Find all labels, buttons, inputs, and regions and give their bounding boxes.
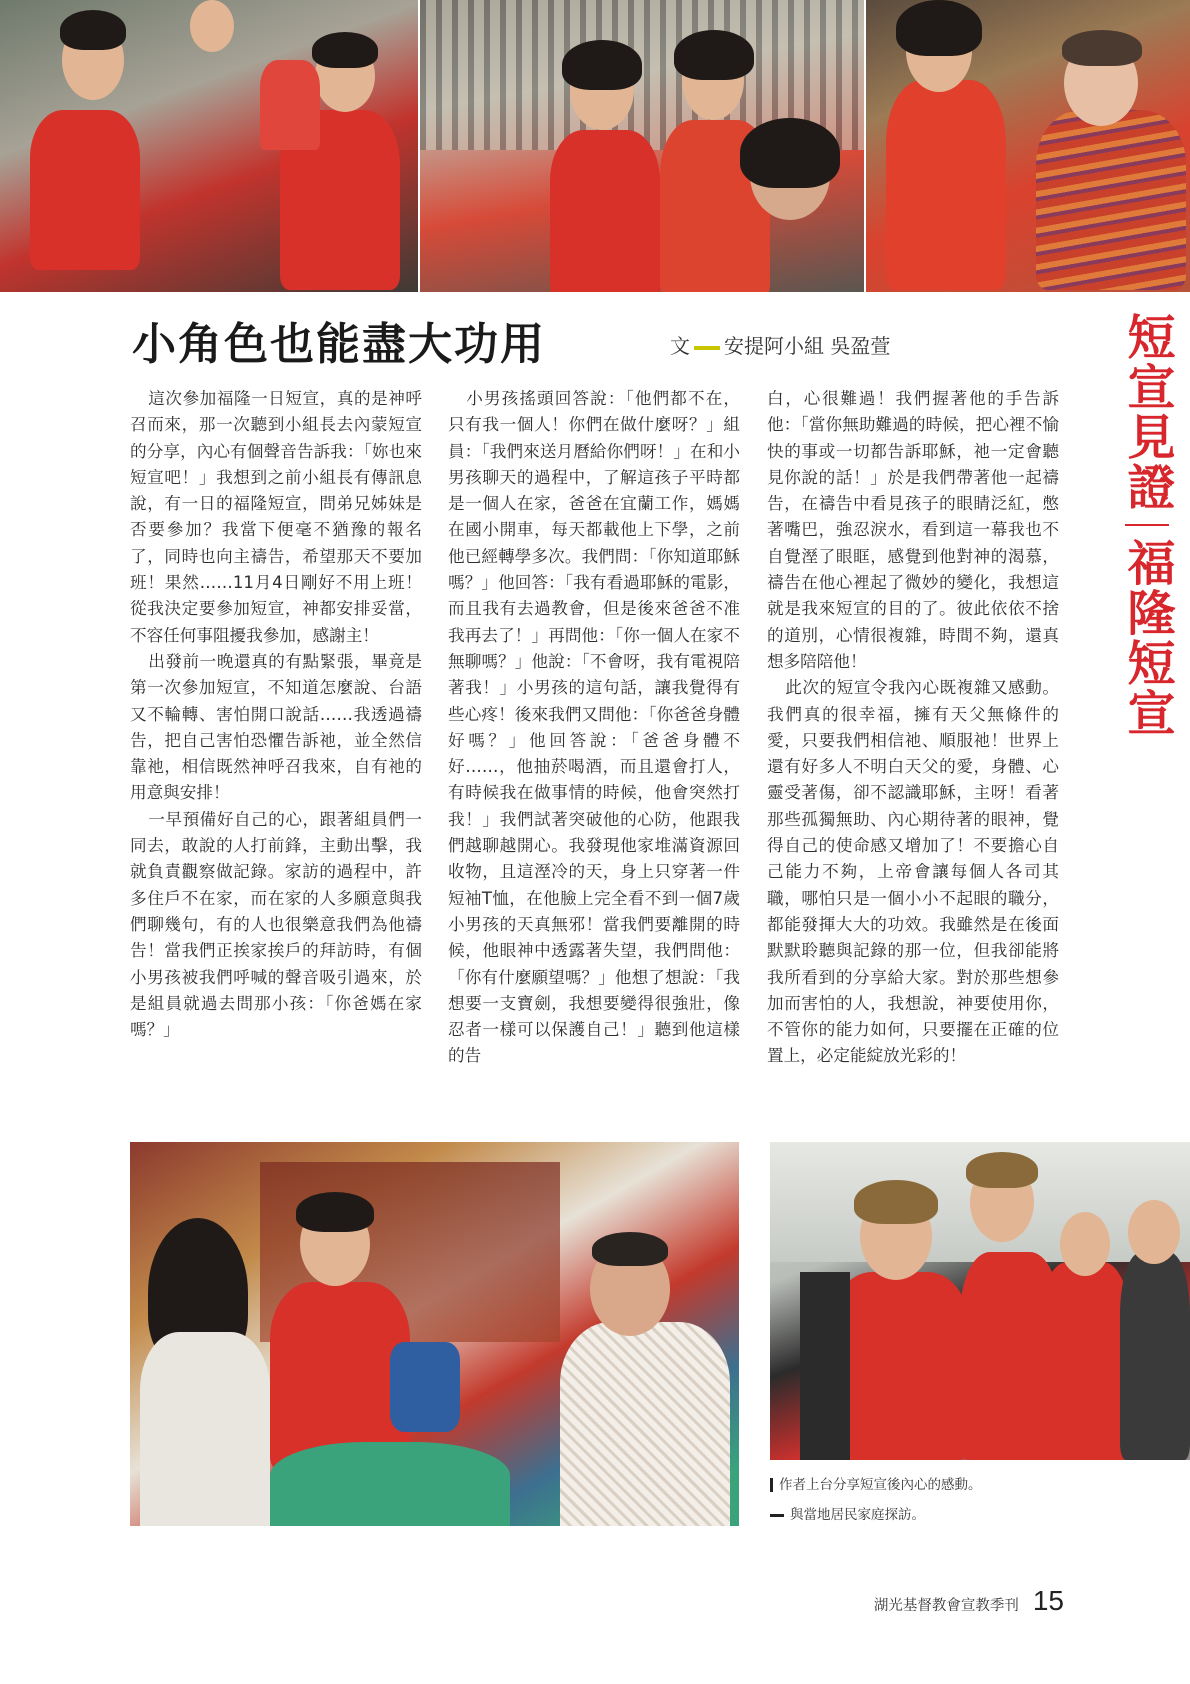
page-footer [874, 1585, 1064, 1619]
text-column-3 [767, 386, 1059, 1070]
section-label-part1: 短宣見證 [1119, 312, 1175, 512]
paragraph: 一早預備好自己的心，跟著組員們一同去，敢說的人打前鋒，主動出擊，我就負責觀察做記錄。家訪的過程中，許多住戶不在家，而在家的人多願意與我們聊幾句，有的人也很樂意我們為他禱告！當我們正挨家挨戶的拜訪時，有個小男孩被我們呼喊的聲音吸引過來，於是組員就過去問那小孩：「你爸媽在家嗎？」 [130, 809, 422, 1040]
caption-text: 作者上台分享短宣後內心的感動。 [779, 1477, 982, 1493]
photo-members-door [420, 0, 864, 292]
section-label-divider [1125, 524, 1169, 526]
photo-home-visit [130, 1142, 739, 1526]
caption-marker-vertical [770, 1478, 773, 1492]
byline [670, 330, 890, 360]
byline-prefix: 文 [670, 334, 690, 358]
caption-left-photo [770, 1500, 1170, 1530]
paragraph: 此次的短宣令我內心既複雜又感動。我們真的很幸福，擁有天父無條件的愛，只要我們相信祂、順服祂！世界上還有好多人不明白天父的愛，身體、心靈受著傷，卻不認識耶穌，主呀！看著那些孤獨無助、內心期待著的眼神，覺得自己的使命感又增加了！不要擔心自己能力不夠，上帝會讓每個人各司其職，哪怕只是一個小小不起眼的職分，都能發揮大大的功效。我雖然是在後面默默聆聽與記錄的那一位，但我卻能將我所看到的分享給大家。對於那些想參加而害怕的人，我想說，神要使用你，不管你的能力如何，只要擺在正確的位置上，必定能綻放光彩的！ [767, 678, 1059, 1066]
caption-right-photo [770, 1470, 1170, 1500]
section-label [1112, 312, 1182, 738]
photo-visit-elderly [866, 0, 1190, 292]
publication-name: 湖光基督教會宣教季刊 [873, 1598, 1019, 1614]
text-column-1 [130, 386, 422, 1043]
byline-dash [694, 346, 720, 350]
photo-sharing-testimony [770, 1142, 1190, 1460]
paragraph: 這次參加福隆一日短宣，真的是神呼召而來，那一次聽到小組長去內蒙短宣的分享，內心有個聲音告訴我：「妳也來短宣吧！」我想到之前小組長有傳訊息說，有一日的福隆短宣，問弟兄姊妹是否要參加？我當下便毫不猶豫的報名了，同時也向主禱告，希望那天不要加班！果然……11月4日剛好不用上班！從我決定要參加短宣，神都安排妥當，不容任何事阻擾我參加，感謝主！ [130, 389, 422, 645]
byline-author: 安提阿小組 吳盈萱 [724, 334, 891, 358]
photo-captions [770, 1470, 1170, 1530]
page-number: 15 [1032, 1585, 1064, 1616]
photo-team-walking [0, 0, 418, 292]
paragraph: 出發前一晚還真的有點緊張，畢竟是第一次參加短宣，不知道怎麼說、台語又不輪轉、害怕開口說話……我透過禱告，把自己害怕恐懼告訴祂，並全然信靠祂，相信既然神呼召我來，自有祂的用意與安排！ [130, 651, 422, 803]
caption-text: 與當地居民家庭探訪。 [790, 1507, 925, 1523]
section-label-part2: 福隆短宣 [1119, 538, 1175, 738]
article-title: 小角色也能盡大功用 [132, 319, 546, 370]
text-column-2 [448, 386, 740, 1070]
caption-marker-horizontal [770, 1514, 784, 1517]
paragraph: 小男孩搖頭回答說：「他們都不在，只有我一個人！你們在做什麼呀？」組員：「我們來送月曆給你們呀！」在和小男孩聊天的過程中，了解這孩子平時都是一個人在家，爸爸在宜蘭工作，媽媽在國小開車，每天都載他上下學，之前他已經轉學多次。我們問：「你知道耶穌嗎？」他回答：「我有看過耶穌的電影，而且我有去過教會，但是後來爸爸不准我再去了！」再問他：「你一個人在家不無聊嗎？」他說：「不會呀，我有電視陪著我！」小男孩的這句話，讓我覺得有些心疼！後來我們又問他：「你爸爸身體好嗎？」他回答說：「爸爸身體不好……，他抽菸喝酒，而且還會打人，有時候我在做事情的時候，他會突然打我！」我們試著突破他的心防，他跟我們越聊越開心。我發現他家堆滿資源回收物，且這溼冷的天，身上只穿著一件短袖T恤，在他臉上完全看不到一個7歲小男孩的天真無邪！當我們要離開的時候，他眼神中透露著失望，我們問他：「你有什麼願望嗎？」他想了想說：「我想要一支寶劍，我想要變得很強壯，像忍者一樣可以保護自己！」聽到他這樣的告 [448, 389, 740, 1066]
paragraph: 白，心很難過！我們握著他的手告訴他：「當你無助難過的時候，把心裡不愉快的事或一切都告訴耶穌，祂一定會聽見你說的話！」於是我們帶著他一起禱告，在禱告中看見孩子的眼睛泛紅，憋著嘴巴，強忍淚水，看到這一幕我也不自覺溼了眼眶，感覺到他對神的渴慕，禱告在他心裡起了微妙的變化，我想這就是我來短宣的目的了。彼此依依不捨的道別，心情很複雜，時間不夠，還真想多陪陪他！ [767, 389, 1059, 671]
